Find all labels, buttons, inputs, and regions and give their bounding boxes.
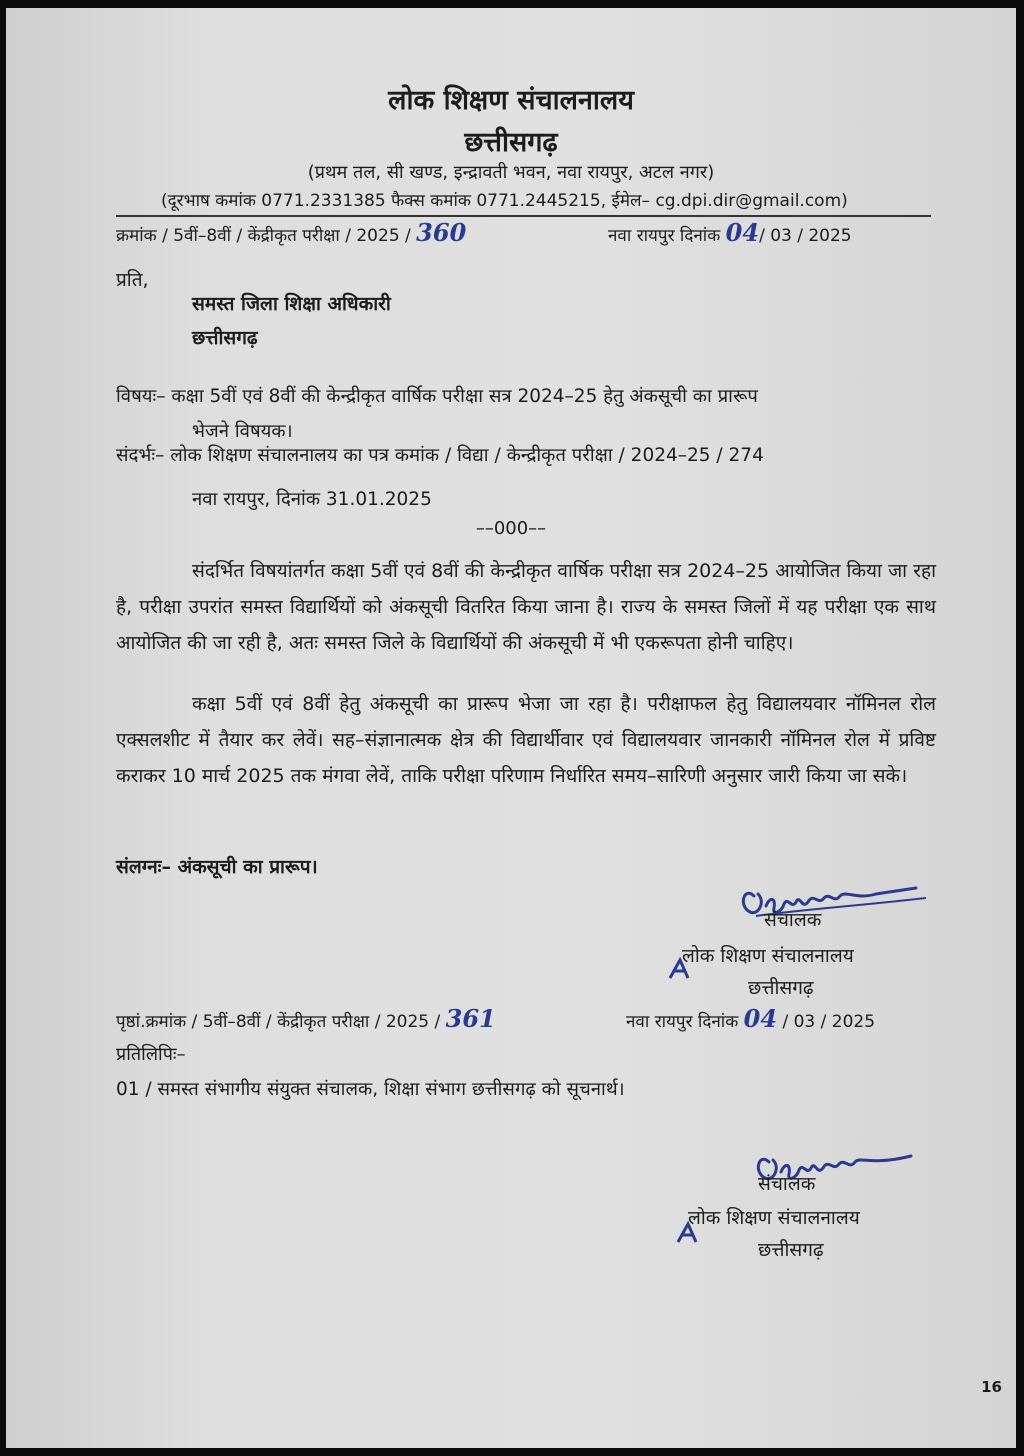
org-contact: (दूरभाष कमांक 0771.2331385 फैक्स कमांक 0771.2445215, ईमेल– cg.dpi.dir@gmail.com)	[161, 191, 848, 211]
endorsement-date-rest: / 03 / 2025	[777, 1012, 876, 1032]
page-number: 16	[981, 1378, 1002, 1396]
enclosure: संलग्नः– अंकसूची का प्रारूप।	[116, 856, 318, 878]
recipient-line1: समस्त जिला शिक्षा अधिकारी	[192, 293, 391, 315]
subject-line2: भेजने विषयक।	[192, 421, 293, 442]
body-paragraph-1: संदर्भित विषयांतर्गत कक्षा 5वीं एवं 8वीं की केन्द्रीकृत वार्षिक परीक्षा सत्र 2024–25 आयोजित किया जा रहा है, परीक्षा उपरांत समस्त विद्यार्थियों को अंकसूची वितरित किया जाना है। राज्य के समस्त जिलों में यह परीक्षा एक साथ आयोजित की जा रही है, अतः समस्त जिले के विद्यार्थियों की अंकसूची में भी एकरूपता होनी चाहिए।	[116, 560, 936, 654]
reference-date-prefix: नवा रायपुर दिनांक	[608, 226, 726, 246]
endorsement-line	[116, 1004, 496, 1033]
org-name: लोक शिक्षण संचालनालय	[388, 85, 634, 116]
signature-2-state: छत्तीसगढ़	[758, 1239, 824, 1261]
separator: ––000––	[475, 518, 547, 539]
signature-2-title: संचालक	[758, 1173, 816, 1195]
endorsement-date-day: 04	[743, 1004, 778, 1033]
reference-number: 360	[416, 218, 467, 247]
document-page	[6, 8, 1016, 1448]
reference-prefix: क्रमांक / 5वीं–8वीं / केंद्रीकृत परीक्षा / 2025 /	[116, 226, 417, 246]
signature-2-org: लोक शिक्षण संचालनालय	[688, 1207, 860, 1229]
recipient-line2: छत्तीसगढ़	[192, 327, 258, 349]
copy-recipient-1: 01 / समस्त संभागीय संयुक्त संचालक, शिक्षा संभाग छत्तीसगढ़ को सूचनार्थ।	[116, 1079, 625, 1100]
header-divider	[116, 215, 931, 217]
signature-1-state: छत्तीसगढ़	[748, 977, 814, 999]
org-state: छत्तीसगढ़	[464, 127, 558, 158]
sandarbh-line2: नवा रायपुर, दिनांक 31.01.2025	[192, 489, 432, 510]
reference-date-day: 04	[725, 218, 760, 247]
org-address: (प्रथम तल, सी खण्ड, इन्द्रावती भवन, नवा रायपुर, अटल नगर)	[307, 162, 715, 183]
signature-1-title: संचालक	[764, 909, 822, 931]
copy-heading: प्रतिलिपिः–	[116, 1044, 186, 1065]
signature-1-org: लोक शिक्षण संचालनालय	[682, 945, 854, 967]
reference-date-rest: / 03 / 2025	[759, 226, 852, 246]
body-paragraph-2: कक्षा 5वीं एवं 8वीं हेतु अंकसूची का प्रारूप भेजा जा रहा है। परीक्षाफल हेतु विद्यालयवार नॉमिनल रोल एक्सलशीट में तैयार कर लेवें। सह–संज्ञानात्मक क्षेत्र की विद्यार्थीवार एवं विद्यालयवार जानकारी नॉमिनल रोल में प्रविष्ट कराकर 10 मार्च 2025 तक मंगवा लेवें, ताकि परीक्षा परिणाम निर्धारित समय–सारिणी अनुसार जारी किया जा सके।	[116, 693, 936, 787]
endorsement-prefix: पृष्ठां.क्रमांक / 5वीं–8वीं / केंद्रीकृत परीक्षा / 2025 /	[116, 1012, 446, 1032]
reference-date	[608, 218, 852, 247]
endorsement-number: 361	[445, 1004, 496, 1033]
recipient-prati: प्रति,	[116, 269, 149, 291]
subject-line1: विषयः– कक्षा 5वीं एवं 8वीं की केन्द्रीकृत वार्षिक परीक्षा सत्र 2024–25 हेतु अंकसूची का प्रारूप	[116, 386, 758, 407]
sandarbh-line1: संदर्भः– लोक शिक्षण संचालनालय का पत्र कमांक / विद्या / केन्द्रीकृत परीक्षा / 2024–25 / 274	[116, 445, 764, 466]
endorsement-date-prefix: नवा रायपुर दिनांक	[626, 1012, 744, 1032]
endorsement-date	[626, 1004, 875, 1033]
reference-line	[116, 218, 466, 247]
